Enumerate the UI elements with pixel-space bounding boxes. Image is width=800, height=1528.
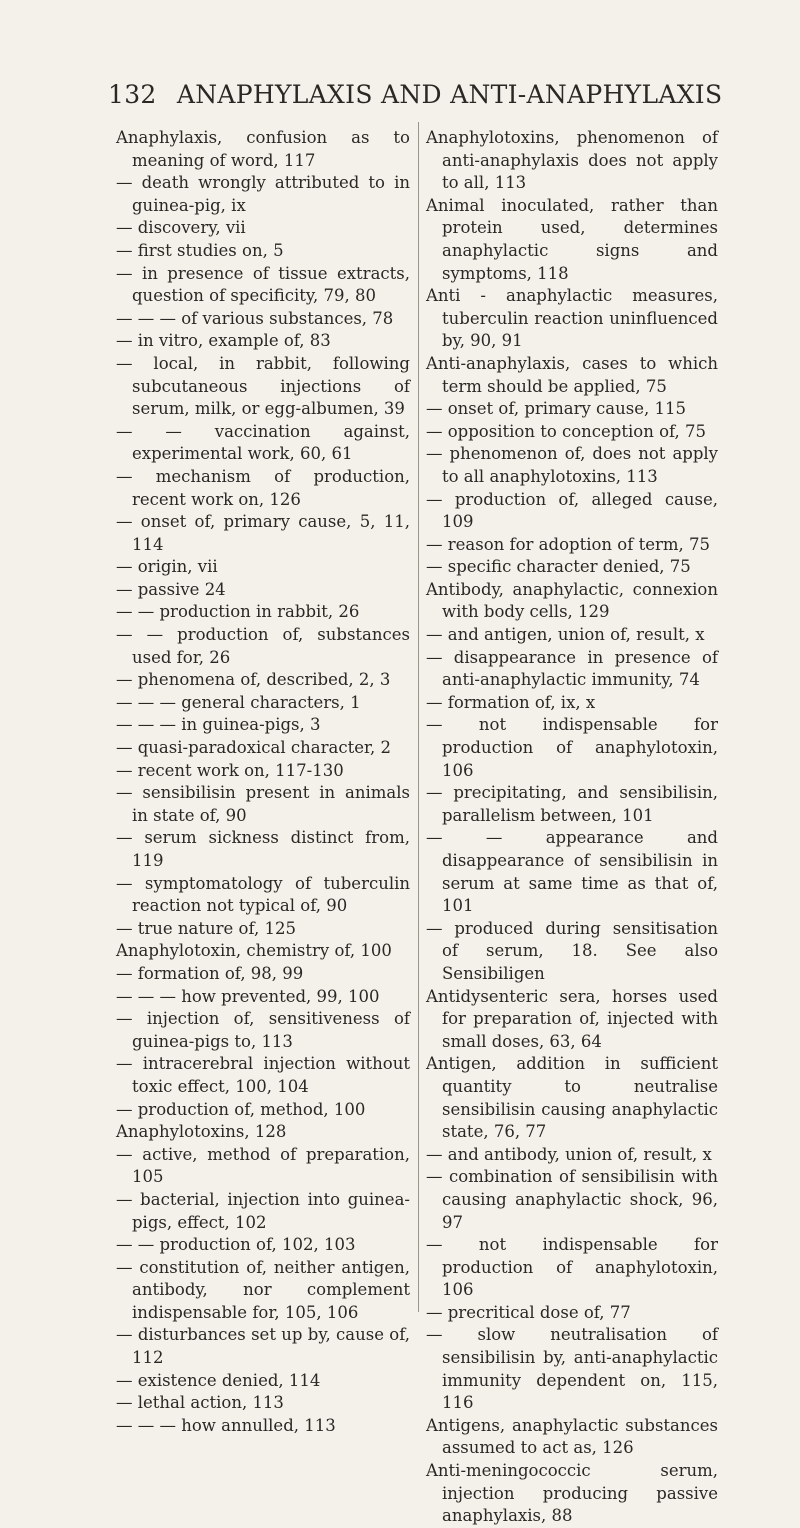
index-entry: — formation of, ix, x: [426, 692, 596, 712]
index-entry: Anti-anaphylaxis, cases to which term should be applied, 75: [426, 353, 718, 396]
index-entry: — — appearance and disappearance of sensibilisin in serum at same time as that of, 101: [426, 828, 718, 916]
index-entry: — in vitro, example of, 83: [116, 331, 331, 351]
index-entry: — — — in guinea-pigs, 3: [116, 715, 321, 735]
column-divider: [418, 122, 419, 1312]
index-entry: — serum sickness distinct from, 119: [116, 828, 410, 870]
index-entry: Antibody, anaphylactic, connexion with body cells, 129: [426, 579, 718, 622]
index-entry: — precritical dose of, 77: [426, 1302, 631, 1322]
index-entry: Antigens, anaphylactic substances assumed to act as, 126: [426, 1415, 718, 1458]
index-entry: — not indispensable for production of anaphylotoxin, 106: [426, 1235, 718, 1300]
index-entry: — — — general characters, 1: [116, 692, 361, 712]
index-entry: — disturbances set up by, cause of, 112: [116, 1325, 410, 1368]
index-entry: — — vaccination against, experimental work, 60, 61: [116, 421, 410, 464]
index-entry: — production of, alleged cause, 109: [426, 489, 718, 532]
index-entry: Antidysenteric sera, horses used for preparation of, injected with small doses, 63, 64: [426, 986, 718, 1051]
index-entry: — formation of, 98, 99: [116, 963, 304, 983]
index-entry: — reason for adoption of term, 75: [426, 534, 710, 554]
index-entry: — discovery, vii: [116, 218, 246, 238]
index-entry: — — production of, substances used for, 26: [116, 625, 410, 667]
index-entry: — — — how prevented, 99, 100: [116, 986, 380, 1006]
page-header: [108, 80, 768, 109]
index-entry: — specific character denied, 75: [426, 557, 691, 577]
index-entry: — existence denied, 114: [116, 1370, 321, 1390]
index-entry: — — production in rabbit, 26: [116, 602, 360, 622]
index-entry: — sensibilisin present in animals in state of, 90: [116, 783, 410, 825]
index-entry: — passive 24: [116, 579, 226, 599]
index-entry: — true nature of, 125: [116, 918, 296, 938]
index-entry: — recent work on, 117-130: [116, 760, 344, 780]
index-entry: — opposition to conception of, 75: [426, 421, 707, 441]
index-entry: — and antigen, union of, result, x: [426, 625, 705, 645]
index-entry: — injection of, sensitiveness of guinea-pigs to, 113: [116, 1009, 410, 1051]
index-entry: — constitution of, neither antigen, antibody, nor complement indispensable for, 105, 106: [116, 1257, 410, 1322]
index-entry: — phenomenon of, does not apply to all anaphylotoxins, 113: [426, 444, 718, 486]
index-entry: — and antibody, union of, result, x: [426, 1144, 712, 1164]
index-entry: — symptomatology of tuberculin reaction not typical of, 90: [116, 873, 410, 916]
index-entry: — death wrongly attributed to in guinea-pig, ix: [116, 173, 410, 215]
index-entry: — — production of, 102, 103: [116, 1235, 356, 1255]
index-entry: — quasi-paradoxical character, 2: [116, 738, 392, 758]
index-entry: — lethal action, 113: [116, 1393, 284, 1413]
index-entry: — first studies on, 5: [116, 240, 284, 260]
index-entry: — local, in rabbit, following subcutaneous injections of serum, milk, or egg-albumen, 39: [116, 353, 410, 419]
index-entry: Anaphylaxis, confusion as to meaning of word, 117: [116, 128, 410, 170]
index-entry: Anaphylotoxins, phenomenon of anti-anaphylaxis does not apply to all, 113: [426, 128, 718, 193]
index-entry: — produced during sensitisation of serum, 18. See also Sensibiligen: [426, 918, 718, 983]
index-entry: — origin, vii: [116, 557, 218, 577]
index-entry: — combination of sensibilisin with causing anaphylactic shock, 96, 97: [426, 1167, 718, 1232]
index-entry: Anti - anaphylactic measures, tuberculin reaction uninfluenced by, 90, 91: [426, 286, 718, 351]
index-entry: Animal inoculated, rather than protein used, determines anaphylactic signs and symptoms, 118: [426, 195, 718, 283]
index-entry: — active, method of preparation, 105: [116, 1144, 410, 1187]
index-entry: Anti-meningococcic serum, injection producing passive anaphylaxis, 88: [426, 1461, 718, 1526]
page-number: 132: [108, 80, 157, 109]
index-entry: — bacterial, injection into guinea-pigs, effect, 102: [116, 1189, 410, 1232]
index-entry: — disappearance in presence of anti-anaphylactic immunity, 74: [426, 647, 718, 690]
index-entry: Anaphylotoxins, 128: [116, 1122, 287, 1142]
index-entry: — — — how annulled, 113: [116, 1415, 336, 1435]
index-entry: — onset of, primary cause, 115: [426, 399, 686, 419]
index-entry: — — — of various substances, 78: [116, 308, 394, 328]
index-entry: — phenomena of, described, 2, 3: [116, 670, 391, 690]
index-entry: — slow neutralisation of sensibilisin by, anti-anaphylactic immunity dependent on, 115, 116: [426, 1325, 718, 1413]
running-title: ANAPHYLAXIS AND ANTI-ANAPHYLAXIS: [176, 80, 723, 109]
index-entry: Anaphylotoxin, chemistry of, 100: [116, 941, 392, 961]
index-entry: — precipitating, and sensibilisin, parallelism between, 101: [426, 783, 718, 825]
index-entry: — production of, method, 100: [116, 1099, 366, 1119]
index-entry: — mechanism of production, recent work on, 126: [116, 466, 410, 509]
index-entry: — intracerebral injection without toxic effect, 100, 104: [116, 1054, 410, 1096]
index-column-right: [426, 127, 718, 1528]
index-entry: Antigen, addition in sufficient quantity to neutralise sensibilisin causing anaphylactic state, 76, 77: [426, 1054, 718, 1142]
index-entry: — onset of, primary cause, 5, 11, 114: [116, 512, 410, 554]
index-entry: — not indispensable for production of anaphylotoxin, 106: [426, 715, 718, 780]
index-column-left: [116, 127, 410, 1437]
index-entry: — in presence of tissue extracts, question of specificity, 79, 80: [116, 263, 410, 306]
